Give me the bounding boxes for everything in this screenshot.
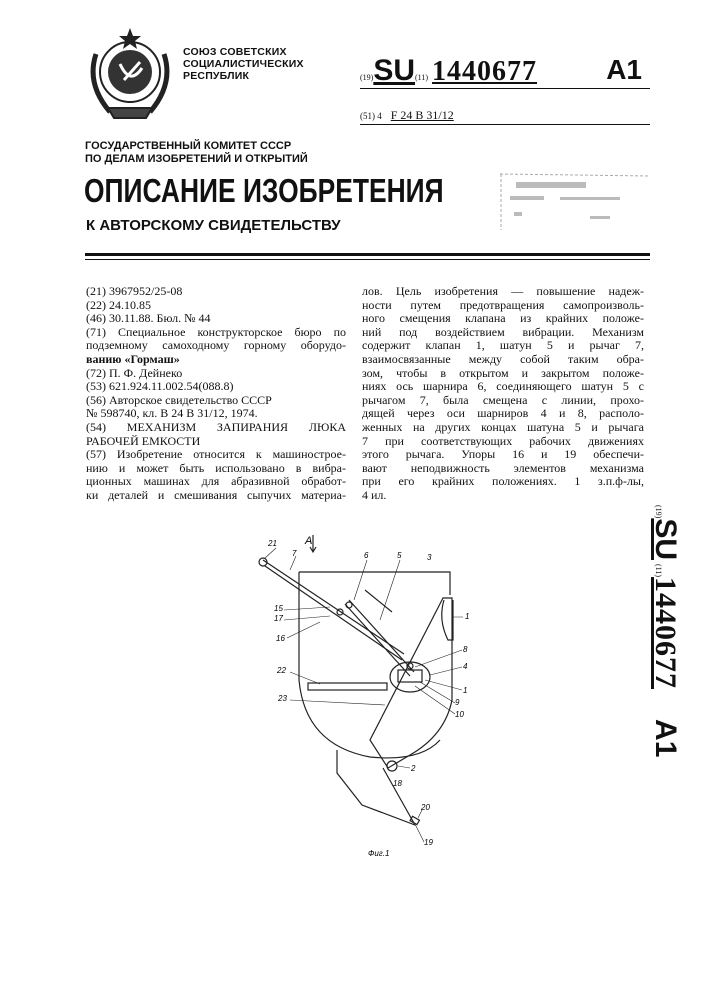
svg-text:10: 10 (455, 710, 464, 719)
svg-text:8: 8 (463, 645, 468, 654)
country-name: СОЮЗ СОВЕТСКИХ СОЦИАЛИСТИЧЕСКИХ РЕСПУБЛИК (183, 46, 304, 82)
detail-circle-4 (390, 662, 430, 692)
svg-text:7: 7 (292, 549, 297, 558)
svg-text:A: A (304, 535, 312, 547)
svg-text:21: 21 (267, 539, 277, 548)
patent-page (0, 0, 707, 1000)
svg-text:20: 20 (420, 803, 430, 812)
patent-number: 1440677 (432, 56, 537, 87)
svg-text:19: 19 (424, 838, 433, 847)
hub-18 (337, 750, 415, 825)
document-title: ОПИСАНИЕ ИЗОБРЕТЕНИЯ (84, 172, 444, 210)
svg-text:16: 16 (276, 634, 285, 643)
svg-text:22: 22 (276, 666, 286, 675)
vertical-patent-number: (19)SU (11)1440677 A1 (642, 505, 682, 795)
svg-text:1: 1 (465, 612, 469, 621)
kind-code: A1 (606, 54, 642, 86)
valve-1 (442, 600, 453, 640)
bibliographic-column: (21) 3967952/25-08 (22) 24.10.85 (46) 30.11.88. Бюл. № 44 (71) Специальное конструкторское бюро по подземному самоходному горному оборудо- ванию «Гормаш» (72) П. Ф. Дейнеко (53) 621.924.11.002.54(088.8) (56) Авторское свидетельство СССР № 598740, кл. B 24 B 31/12, 1974. (54) МЕХАНИЗМ ЗАПИРАНИЯ ЛЮКА РАБОЧЕЙ ЕМКОСТИ (57) Изобретение относится к машинострое- нию и может быть использовано в вибра- ционных машинах для абразивной обработ- ки деталей и смешивания сыпучих материа- (86, 285, 346, 503)
svg-text:3: 3 (427, 553, 432, 562)
figure-caption: Фиг.1 (368, 849, 389, 858)
abstract-column: лов. Цель изобретения — повышение надеж- ности путем предотвращения самопроизволь- ного смещения клапана из крайних положе- ний под воздействием вибрации. Механизм содержит клапан 1, шатун 5 и рычаг 7, взаимосвязанные между собой таким обра- зом, чтобы в открытом и закрытом положе- ниях ось шарнира 6, соединяющего шатун 5 с рычагом 7, была смещена с линии, прохо- дящей через оси шарниров 4 и 8, располо- женных на других концах шатуна 5 и рычага 7 при соответствующих рабочих движениях этого рычага. Упоры 16 и 19 обеспечи- вают неподвижность элементов механизма при его крайних положениях. 1 з.п.ф-лы, 4 ил. (362, 285, 644, 503)
technical-drawing (0, 0, 707, 1000)
country-code: SU (373, 54, 415, 87)
svg-text:5: 5 (397, 551, 402, 560)
svg-text:6: 6 (364, 551, 369, 560)
svg-text:2: 2 (410, 764, 416, 773)
document-subtitle: К АВТОРСКОМУ СВИДЕТЕЛЬСТВУ (86, 217, 341, 234)
svg-text:17: 17 (274, 614, 283, 623)
svg-text:23: 23 (277, 694, 287, 703)
svg-text:9: 9 (455, 698, 460, 707)
ipc-classification: (51) 4 F 24 B 31/12 (360, 108, 650, 125)
svg-text:15: 15 (274, 604, 283, 613)
svg-text:1: 1 (463, 686, 467, 695)
committee-name: ГОСУДАРСТВЕННЫЙ КОМИТЕТ СССР ПО ДЕЛАМ ИЗОБРЕТЕНИЙ И ОТКРЫТИЙ (85, 140, 308, 166)
svg-text:18: 18 (393, 779, 402, 788)
patent-number-block: (19)SU(11) 1440677 A1 (360, 54, 650, 89)
svg-text:4: 4 (463, 662, 468, 671)
